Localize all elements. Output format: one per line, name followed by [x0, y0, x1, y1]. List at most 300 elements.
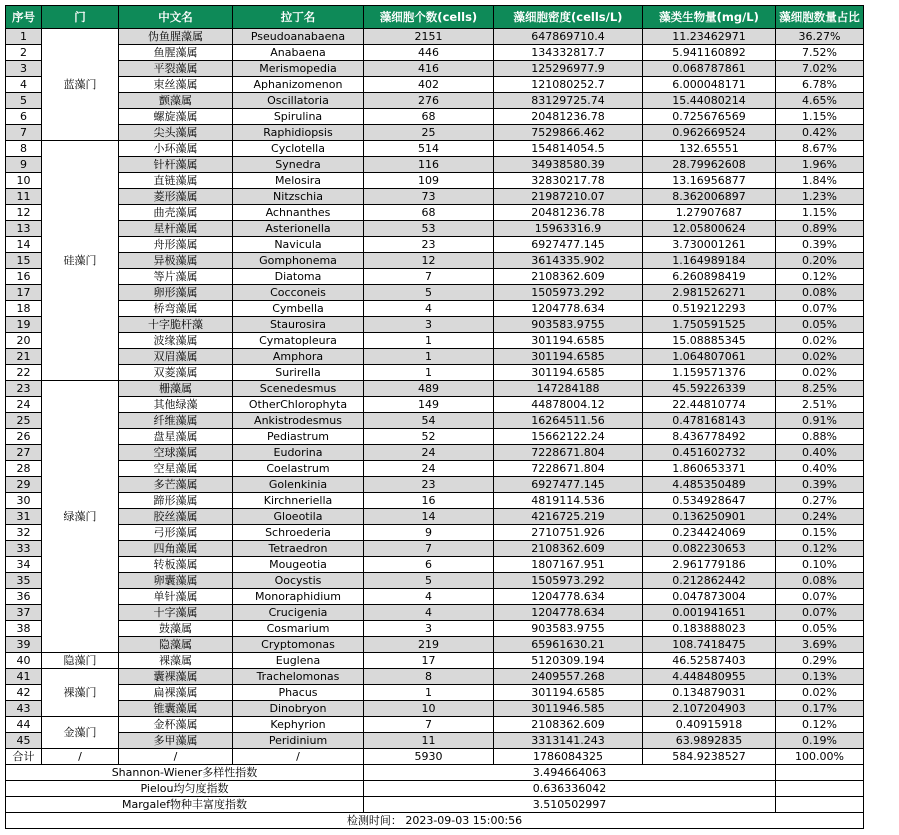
row-latin-name: Cryptomonas — [233, 637, 364, 653]
row-cell-count: 489 — [364, 381, 494, 397]
total-latin-name: / — [233, 749, 364, 765]
row-cell-ratio: 4.65% — [776, 93, 864, 109]
table-row — [6, 701, 864, 717]
total-cells: 5930 — [364, 749, 494, 765]
table-row — [6, 381, 864, 397]
total-label: 合计 — [6, 749, 42, 765]
row-biomass: 0.962669524 — [643, 125, 776, 141]
row-cell-count: 24 — [364, 445, 494, 461]
row-cell-density: 647869710.4 — [494, 29, 643, 45]
row-index: 39 — [6, 637, 42, 653]
row-cell-ratio: 0.02% — [776, 685, 864, 701]
table-row — [6, 285, 864, 301]
row-cell-density: 4819114.536 — [494, 493, 643, 509]
row-cell-density: 7228671.804 — [494, 461, 643, 477]
row-biomass: 0.212862442 — [643, 573, 776, 589]
row-cell-ratio: 0.91% — [776, 413, 864, 429]
row-cell-count: 9 — [364, 525, 494, 541]
row-cell-count: 68 — [364, 109, 494, 125]
row-cell-count: 4 — [364, 589, 494, 605]
table-body — [6, 29, 864, 749]
row-cell-density: 1204778.634 — [494, 301, 643, 317]
row-cell-ratio: 1.23% — [776, 189, 864, 205]
row-chinese-name: 扁裸藻属 — [119, 685, 233, 701]
row-chinese-name: 十字藻属 — [119, 605, 233, 621]
row-biomass: 22.44810774 — [643, 397, 776, 413]
row-cell-density: 21987210.07 — [494, 189, 643, 205]
row-cell-count: 1 — [364, 365, 494, 381]
row-latin-name: Amphora — [233, 349, 364, 365]
row-latin-name: Cyclotella — [233, 141, 364, 157]
row-cell-density: 301194.6585 — [494, 349, 643, 365]
row-cell-count: 24 — [364, 461, 494, 477]
row-cell-ratio: 0.13% — [776, 669, 864, 685]
row-biomass: 2.961779186 — [643, 557, 776, 573]
row-latin-name: Euglena — [233, 653, 364, 669]
row-cell-ratio: 7.02% — [776, 61, 864, 77]
row-biomass: 13.16956877 — [643, 173, 776, 189]
row-index: 1 — [6, 29, 42, 45]
table-row — [6, 269, 864, 285]
row-cell-density: 16264511.56 — [494, 413, 643, 429]
row-cell-ratio: 0.02% — [776, 349, 864, 365]
row-cell-density: 4216725.219 — [494, 509, 643, 525]
row-chinese-name: 囊裸藻属 — [119, 669, 233, 685]
row-cell-ratio: 0.07% — [776, 605, 864, 621]
row-cell-ratio: 0.07% — [776, 301, 864, 317]
table-row — [6, 253, 864, 269]
row-cell-count: 12 — [364, 253, 494, 269]
row-cell-density: 34938580.39 — [494, 157, 643, 173]
row-latin-name: Cymatopleura — [233, 333, 364, 349]
index-empty-pielou — [776, 781, 864, 797]
row-chinese-name: 针杆藻属 — [119, 157, 233, 173]
table-row — [6, 93, 864, 109]
row-cell-ratio: 0.07% — [776, 589, 864, 605]
row-cell-ratio: 0.19% — [776, 733, 864, 749]
row-cell-density: 121080252.7 — [494, 77, 643, 93]
row-index: 10 — [6, 173, 42, 189]
row-latin-name: Anabaena — [233, 45, 364, 61]
table-row — [6, 77, 864, 93]
row-cell-count: 3 — [364, 317, 494, 333]
row-cell-density: 134332817.7 — [494, 45, 643, 61]
row-chinese-name: 裸藻属 — [119, 653, 233, 669]
row-cell-density: 32830217.78 — [494, 173, 643, 189]
table-row — [6, 541, 864, 557]
row-cell-count: 16 — [364, 493, 494, 509]
table-row — [6, 237, 864, 253]
row-chinese-name: 隐藻属 — [119, 637, 233, 653]
phylum-cell: 绿藻门 — [42, 381, 119, 653]
row-index: 14 — [6, 237, 42, 253]
table-row — [6, 717, 864, 733]
row-cell-ratio: 2.51% — [776, 397, 864, 413]
table-row — [6, 429, 864, 445]
row-index: 44 — [6, 717, 42, 733]
row-cell-density: 83129725.74 — [494, 93, 643, 109]
row-cell-count: 402 — [364, 77, 494, 93]
row-cell-density: 2108362.609 — [494, 269, 643, 285]
row-latin-name: Cocconeis — [233, 285, 364, 301]
row-latin-name: Gomphonema — [233, 253, 364, 269]
row-cell-ratio: 0.17% — [776, 701, 864, 717]
row-latin-name: Peridinium — [233, 733, 364, 749]
row-biomass: 4.485350489 — [643, 477, 776, 493]
row-cell-ratio: 0.08% — [776, 573, 864, 589]
row-latin-name: Kirchneriella — [233, 493, 364, 509]
row-latin-name: Melosira — [233, 173, 364, 189]
row-cell-count: 17 — [364, 653, 494, 669]
row-chinese-name: 等片藻属 — [119, 269, 233, 285]
row-cell-ratio: 0.02% — [776, 333, 864, 349]
row-biomass: 0.047873004 — [643, 589, 776, 605]
row-index: 35 — [6, 573, 42, 589]
row-index: 27 — [6, 445, 42, 461]
row-cell-density: 44878004.12 — [494, 397, 643, 413]
row-cell-ratio: 3.69% — [776, 637, 864, 653]
row-cell-count: 8 — [364, 669, 494, 685]
row-chinese-name: 蹄形藻属 — [119, 493, 233, 509]
row-biomass: 11.23462971 — [643, 29, 776, 45]
row-biomass: 6.000048171 — [643, 77, 776, 93]
row-chinese-name: 双菱藻属 — [119, 365, 233, 381]
row-chinese-name: 栅藻属 — [119, 381, 233, 397]
row-cell-ratio: 0.39% — [776, 237, 864, 253]
index-label-shannon: Shannon-Wiener多样性指数 — [6, 765, 364, 781]
row-biomass: 2.981526271 — [643, 285, 776, 301]
row-cell-density: 2108362.609 — [494, 541, 643, 557]
row-cell-count: 14 — [364, 509, 494, 525]
row-chinese-name: 锥囊藻属 — [119, 701, 233, 717]
row-latin-name: Cosmarium — [233, 621, 364, 637]
total-phylum: / — [42, 749, 119, 765]
summary-body — [6, 749, 864, 829]
table-row — [6, 525, 864, 541]
row-cell-density: 2108362.609 — [494, 717, 643, 733]
row-cell-count: 68 — [364, 205, 494, 221]
table-row — [6, 445, 864, 461]
row-biomass: 0.451602732 — [643, 445, 776, 461]
row-cell-density: 15662122.24 — [494, 429, 643, 445]
index-empty-shannon — [776, 765, 864, 781]
row-cell-density: 2710751.926 — [494, 525, 643, 541]
row-index: 42 — [6, 685, 42, 701]
phylum-cell: 裸藻门 — [42, 669, 119, 717]
row-cell-ratio: 0.12% — [776, 717, 864, 733]
row-biomass: 46.52587403 — [643, 653, 776, 669]
row-cell-density: 20481236.78 — [494, 205, 643, 221]
row-latin-name: Trachelomonas — [233, 669, 364, 685]
row-biomass: 0.183888023 — [643, 621, 776, 637]
table-row — [6, 621, 864, 637]
row-cell-density: 1204778.634 — [494, 589, 643, 605]
row-cell-count: 10 — [364, 701, 494, 717]
row-cell-density: 3614335.902 — [494, 253, 643, 269]
row-chinese-name: 鼓藻属 — [119, 621, 233, 637]
row-latin-name: Kephyrion — [233, 717, 364, 733]
row-index: 41 — [6, 669, 42, 685]
row-latin-name: Ankistrodesmus — [233, 413, 364, 429]
header-cell-count: 藻细胞个数(cells) — [364, 6, 494, 29]
row-cell-count: 276 — [364, 93, 494, 109]
row-biomass: 0.001941651 — [643, 605, 776, 621]
row-latin-name: Merismopedia — [233, 61, 364, 77]
row-cell-ratio: 1.15% — [776, 205, 864, 221]
total-chinese-name: / — [119, 749, 233, 765]
row-latin-name: Oocystis — [233, 573, 364, 589]
row-latin-name: Cymbella — [233, 301, 364, 317]
table-row — [6, 317, 864, 333]
row-biomass: 0.134879031 — [643, 685, 776, 701]
row-index: 5 — [6, 93, 42, 109]
row-chinese-name: 尖头藻属 — [119, 125, 233, 141]
row-index: 29 — [6, 477, 42, 493]
row-cell-density: 301194.6585 — [494, 365, 643, 381]
row-cell-ratio: 0.40% — [776, 461, 864, 477]
phylum-cell: 硅藻门 — [42, 141, 119, 381]
row-chinese-name: 直链藻属 — [119, 173, 233, 189]
row-chinese-name: 异极藻属 — [119, 253, 233, 269]
row-cell-density: 301194.6585 — [494, 333, 643, 349]
index-row-shannon — [6, 765, 864, 781]
row-biomass: 108.7418475 — [643, 637, 776, 653]
table-row — [6, 301, 864, 317]
row-latin-name: Eudorina — [233, 445, 364, 461]
table-row — [6, 509, 864, 525]
row-biomass: 0.519212293 — [643, 301, 776, 317]
row-cell-ratio: 0.89% — [776, 221, 864, 237]
row-latin-name: Scenedesmus — [233, 381, 364, 397]
total-ratio: 100.00% — [776, 749, 864, 765]
row-cell-count: 514 — [364, 141, 494, 157]
row-cell-density: 65961630.21 — [494, 637, 643, 653]
header-row — [6, 6, 864, 29]
row-chinese-name: 金杯藻属 — [119, 717, 233, 733]
row-cell-count: 446 — [364, 45, 494, 61]
table-row — [6, 205, 864, 221]
row-index: 21 — [6, 349, 42, 365]
row-latin-name: Golenkinia — [233, 477, 364, 493]
row-cell-density: 301194.6585 — [494, 685, 643, 701]
table-row — [6, 589, 864, 605]
row-chinese-name: 曲壳藻属 — [119, 205, 233, 221]
phylum-cell: 金藻门 — [42, 717, 119, 749]
row-cell-ratio: 1.96% — [776, 157, 864, 173]
row-latin-name: Pediastrum — [233, 429, 364, 445]
row-cell-count: 109 — [364, 173, 494, 189]
row-latin-name: Coelastrum — [233, 461, 364, 477]
row-cell-density: 3011946.585 — [494, 701, 643, 717]
row-index: 9 — [6, 157, 42, 173]
row-biomass: 0.136250901 — [643, 509, 776, 525]
row-cell-density: 2409557.268 — [494, 669, 643, 685]
header-latin-name: 拉丁名 — [233, 6, 364, 29]
row-index: 2 — [6, 45, 42, 61]
row-cell-count: 7 — [364, 717, 494, 733]
row-cell-count: 5 — [364, 285, 494, 301]
row-biomass: 5.941160892 — [643, 45, 776, 61]
index-value-shannon: 3.494664063 — [364, 765, 776, 781]
row-chinese-name: 星杆藻属 — [119, 221, 233, 237]
row-chinese-name: 其他绿藻 — [119, 397, 233, 413]
row-biomass: 63.9892835 — [643, 733, 776, 749]
row-chinese-name: 双眉藻属 — [119, 349, 233, 365]
row-cell-ratio: 6.78% — [776, 77, 864, 93]
row-chinese-name: 小环藻属 — [119, 141, 233, 157]
row-cell-ratio: 0.05% — [776, 621, 864, 637]
row-biomass: 12.05800624 — [643, 221, 776, 237]
row-index: 37 — [6, 605, 42, 621]
row-chinese-name: 四角藻属 — [119, 541, 233, 557]
row-cell-density: 20481236.78 — [494, 109, 643, 125]
row-cell-density: 7228671.804 — [494, 445, 643, 461]
row-cell-count: 1 — [364, 349, 494, 365]
row-latin-name: Oscillatoria — [233, 93, 364, 109]
row-biomass: 0.40915918 — [643, 717, 776, 733]
table-row — [6, 29, 864, 45]
row-index: 11 — [6, 189, 42, 205]
row-chinese-name: 束丝藻属 — [119, 77, 233, 93]
table-row — [6, 573, 864, 589]
row-latin-name: Pseudoanabaena — [233, 29, 364, 45]
row-index: 25 — [6, 413, 42, 429]
row-cell-count: 1 — [364, 685, 494, 701]
row-cell-ratio: 0.15% — [776, 525, 864, 541]
total-biomass: 584.9238527 — [643, 749, 776, 765]
row-cell-density: 1807167.951 — [494, 557, 643, 573]
row-cell-ratio: 0.05% — [776, 317, 864, 333]
row-chinese-name: 桥弯藻属 — [119, 301, 233, 317]
phylum-cell: 蓝藻门 — [42, 29, 119, 141]
row-cell-density: 6927477.145 — [494, 237, 643, 253]
table-row — [6, 333, 864, 349]
row-index: 17 — [6, 285, 42, 301]
row-index: 6 — [6, 109, 42, 125]
row-latin-name: OtherChlorophyta — [233, 397, 364, 413]
row-cell-ratio: 0.12% — [776, 541, 864, 557]
row-chinese-name: 菱形藻属 — [119, 189, 233, 205]
row-latin-name: Gloeotila — [233, 509, 364, 525]
row-chinese-name: 弓形藻属 — [119, 525, 233, 541]
total-row — [6, 749, 864, 765]
row-chinese-name: 盘星藻属 — [119, 429, 233, 445]
row-cell-ratio: 0.40% — [776, 445, 864, 461]
row-cell-ratio: 0.20% — [776, 253, 864, 269]
row-latin-name: Asterionella — [233, 221, 364, 237]
algae-report-sheet — [5, 5, 864, 829]
table-row — [6, 189, 864, 205]
row-biomass: 8.436778492 — [643, 429, 776, 445]
row-cell-ratio: 0.27% — [776, 493, 864, 509]
table-row — [6, 125, 864, 141]
row-chinese-name: 多甲藻属 — [119, 733, 233, 749]
index-value-margalef: 3.510502997 — [364, 797, 776, 813]
table-row — [6, 349, 864, 365]
header-phylum: 门 — [42, 6, 119, 29]
row-biomass: 0.068787861 — [643, 61, 776, 77]
row-cell-count: 116 — [364, 157, 494, 173]
row-cell-density: 5120309.194 — [494, 653, 643, 669]
row-cell-count: 11 — [364, 733, 494, 749]
row-biomass: 0.234424069 — [643, 525, 776, 541]
index-row-pielou — [6, 781, 864, 797]
row-cell-density: 147284188 — [494, 381, 643, 397]
row-chinese-name: 空星藻属 — [119, 461, 233, 477]
row-index: 45 — [6, 733, 42, 749]
row-chinese-name: 颤藻属 — [119, 93, 233, 109]
table-row — [6, 685, 864, 701]
phylum-cell: 隐藻门 — [42, 653, 119, 669]
row-cell-ratio: 36.27% — [776, 29, 864, 45]
row-index: 24 — [6, 397, 42, 413]
table-row — [6, 461, 864, 477]
table-row — [6, 733, 864, 749]
row-cell-ratio: 0.24% — [776, 509, 864, 525]
row-latin-name: Monoraphidium — [233, 589, 364, 605]
row-index: 28 — [6, 461, 42, 477]
table-row — [6, 397, 864, 413]
row-index: 32 — [6, 525, 42, 541]
row-index: 20 — [6, 333, 42, 349]
table-row — [6, 477, 864, 493]
row-biomass: 15.44080214 — [643, 93, 776, 109]
row-chinese-name: 单针藻属 — [119, 589, 233, 605]
row-cell-density: 154814054.5 — [494, 141, 643, 157]
row-cell-count: 2151 — [364, 29, 494, 45]
row-index: 12 — [6, 205, 42, 221]
row-cell-ratio: 0.88% — [776, 429, 864, 445]
row-latin-name: Navicula — [233, 237, 364, 253]
row-cell-density: 15963316.9 — [494, 221, 643, 237]
row-cell-ratio: 7.52% — [776, 45, 864, 61]
row-cell-ratio: 1.15% — [776, 109, 864, 125]
row-biomass: 1.27907687 — [643, 205, 776, 221]
row-cell-density: 6927477.145 — [494, 477, 643, 493]
row-biomass: 0.082230653 — [643, 541, 776, 557]
row-biomass: 1.750591525 — [643, 317, 776, 333]
row-cell-count: 7 — [364, 541, 494, 557]
row-cell-density: 903583.9755 — [494, 317, 643, 333]
row-cell-count: 3 — [364, 621, 494, 637]
table-row — [6, 45, 864, 61]
row-cell-count: 23 — [364, 237, 494, 253]
row-index: 22 — [6, 365, 42, 381]
table-row — [6, 61, 864, 77]
row-latin-name: Phacus — [233, 685, 364, 701]
table-row — [6, 365, 864, 381]
row-index: 34 — [6, 557, 42, 573]
table-row — [6, 637, 864, 653]
row-cell-count: 54 — [364, 413, 494, 429]
row-latin-name: Achnanthes — [233, 205, 364, 221]
row-biomass: 1.159571376 — [643, 365, 776, 381]
row-latin-name: Crucigenia — [233, 605, 364, 621]
row-chinese-name: 鱼腥藻属 — [119, 45, 233, 61]
row-cell-count: 7 — [364, 269, 494, 285]
row-index: 16 — [6, 269, 42, 285]
row-index: 26 — [6, 429, 42, 445]
row-index: 40 — [6, 653, 42, 669]
row-index: 23 — [6, 381, 42, 397]
row-cell-ratio: 0.10% — [776, 557, 864, 573]
row-latin-name: Nitzschia — [233, 189, 364, 205]
detect-time: 检测时间： 2023-09-03 15:00:56 — [6, 813, 864, 829]
row-latin-name: Aphanizomenon — [233, 77, 364, 93]
row-biomass: 8.362006897 — [643, 189, 776, 205]
index-value-pielou: 0.636336042 — [364, 781, 776, 797]
row-index: 18 — [6, 301, 42, 317]
